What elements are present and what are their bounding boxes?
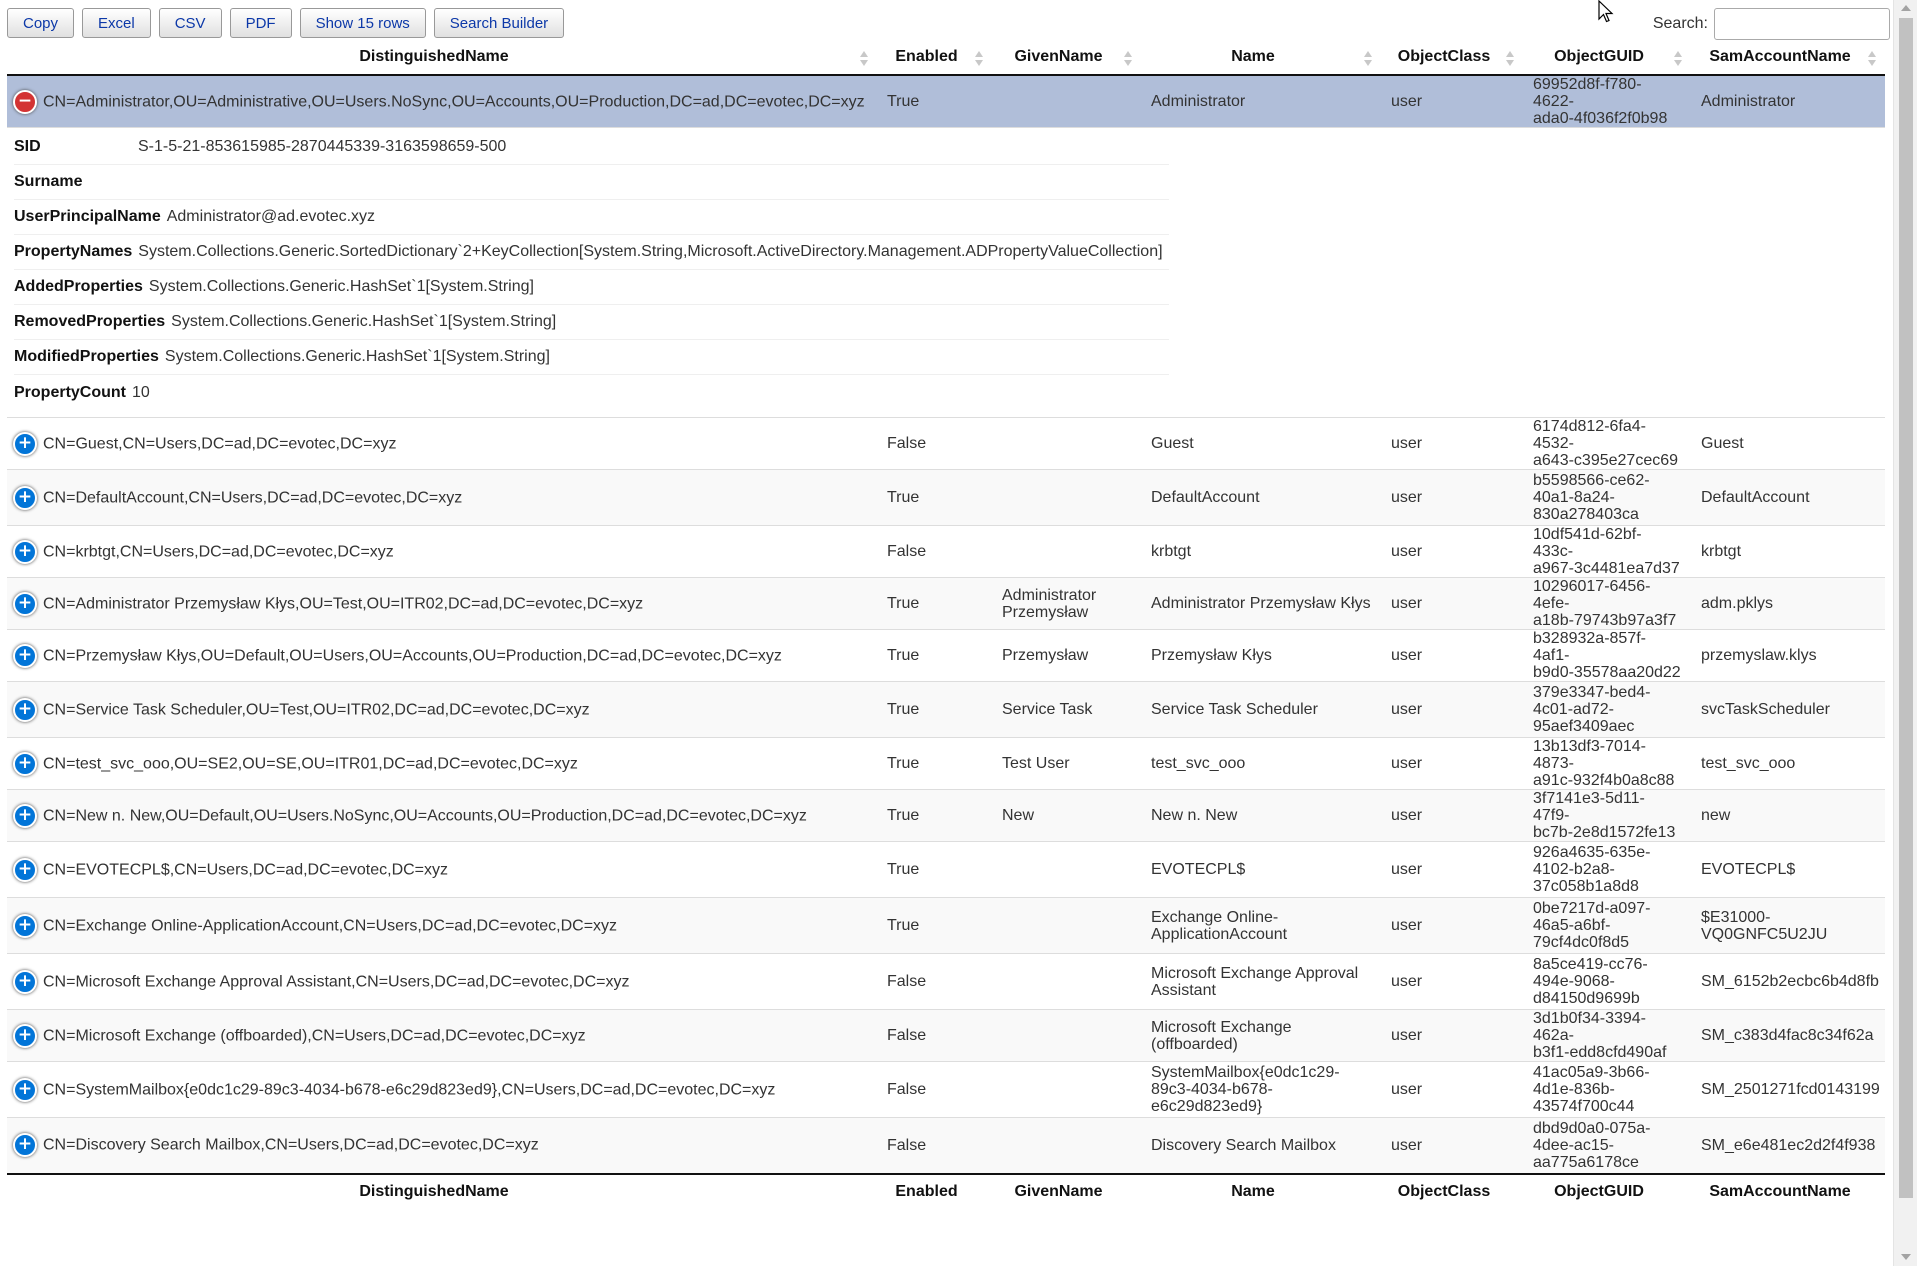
column-header-objectclass[interactable]: ObjectClass (1381, 40, 1523, 75)
detail-item (14, 235, 1169, 270)
cell-objectguid-line: b3f1-edd8cfd490af (1533, 1044, 1667, 1061)
detail-value: 10 (132, 383, 150, 401)
cell-objectguid (1523, 738, 1691, 790)
cell-objectguid-line: a967-3c4481ea7d37 (1533, 560, 1680, 577)
distinguishedname-text: CN=Microsoft Exchange Approval Assistant,CN=Users,DC=ad,DC=evotec,DC=xyz (43, 973, 630, 990)
table-row[interactable] (7, 1118, 1885, 1174)
scroll-down-arrow-icon[interactable] (1901, 1254, 1911, 1260)
cell-givenname (992, 526, 1141, 578)
cell-objectguid-line: 926a4635-635e- (1533, 844, 1651, 861)
cell-enabled: False (877, 418, 992, 470)
footer-enabled: Enabled (877, 1174, 992, 1209)
detail-value: System.Collections.Generic.HashSet`1[System.String] (148, 278, 534, 295)
cell-objectguid-line: a643-c395e27cec69 (1533, 452, 1679, 469)
cell-objectguid (1523, 470, 1691, 526)
cell-enabled: False (877, 526, 992, 578)
cell-name: Guest (1141, 418, 1381, 470)
detail-title: Surname (14, 173, 83, 190)
cell-enabled: True (877, 898, 992, 954)
csv-button[interactable]: CSV (159, 8, 222, 38)
cell-objectguid (1523, 418, 1691, 470)
cell-samaccountname: adm.pklys (1691, 578, 1885, 630)
footer-objectclass: ObjectClass (1381, 1174, 1523, 1209)
cell-samaccountname: przemyslaw.klys (1691, 630, 1885, 682)
cell-givenname: Test User (992, 738, 1141, 790)
cell-name-line: Microsoft Exchange (1151, 1018, 1292, 1036)
cell-objectguid (1523, 75, 1691, 128)
cell-distinguishedname (7, 682, 877, 738)
cell-name-line: 89c3-4034-b678- (1151, 1081, 1273, 1098)
cell-name (1141, 1062, 1381, 1118)
cell-objectclass: user (1381, 578, 1523, 630)
detail-title: ModifiedProperties (14, 348, 159, 365)
table-row[interactable] (7, 954, 1885, 1010)
table-row[interactable] (7, 1062, 1885, 1118)
table-row[interactable] (7, 526, 1885, 578)
cell-enabled: True (877, 75, 992, 128)
detail-item (14, 200, 1169, 235)
excel-button[interactable]: Excel (82, 8, 151, 38)
cell-givenname (992, 1010, 1141, 1062)
cell-name (1141, 1010, 1381, 1062)
sort-both-icon (975, 51, 984, 67)
page-length-button[interactable]: Show 15 rows (300, 8, 426, 38)
cell-samaccountname: EVOTECPL$ (1691, 842, 1885, 898)
cell-samaccountname: SM_e6e481ec2d2f4f938 (1691, 1118, 1885, 1174)
table-row[interactable] (7, 738, 1885, 790)
scroll-up-arrow-icon[interactable] (1901, 5, 1911, 11)
distinguishedname-text: CN=test_svc_ooo,OU=SE2,OU=SE,OU=ITR01,DC=ad,DC=evotec,DC=xyz (43, 755, 578, 772)
mouse-pointer-icon (1598, 0, 1614, 24)
cell-name-line: ApplicationAccount (1151, 925, 1288, 943)
distinguishedname-text: CN=Administrator,OU=Administrative,OU=Users.NoSync,OU=Accounts,OU=Production,DC=ad,DC=evotec,DC=xyz (43, 93, 865, 110)
cell-samaccountname: krbtgt (1691, 526, 1885, 578)
search-input[interactable] (1714, 8, 1890, 40)
sort-both-icon (1124, 51, 1133, 67)
footer-name: Name (1141, 1174, 1381, 1209)
cell-objectguid (1523, 1118, 1691, 1174)
cell-distinguishedname (7, 526, 877, 578)
detail-value: System.Collections.Generic.HashSet`1[System.String] (164, 348, 550, 365)
table-row[interactable] (7, 75, 1885, 128)
cell-objectguid (1523, 842, 1691, 898)
table-row[interactable] (7, 578, 1885, 630)
cell-objectclass: user (1381, 526, 1523, 578)
cell-name: DefaultAccount (1141, 470, 1381, 526)
cell-name (1141, 954, 1381, 1010)
cell-objectguid-line: 830a278403ca (1533, 506, 1639, 523)
cell-enabled: False (877, 1118, 992, 1174)
cell-distinguishedname (7, 790, 877, 842)
detail-title: SID (14, 138, 41, 155)
plus-circle-icon[interactable]: + (13, 752, 37, 776)
cell-objectclass: user (1381, 898, 1523, 954)
cell-enabled: True (877, 578, 992, 630)
distinguishedname-text: CN=Service Task Scheduler,OU=Test,OU=ITR02,DC=ad,DC=evotec,DC=xyz (43, 701, 590, 718)
cell-objectguid (1523, 790, 1691, 842)
distinguishedname-text: CN=Microsoft Exchange (offboarded),CN=Users,DC=ad,DC=evotec,DC=xyz (43, 1027, 586, 1044)
cell-objectguid-line: b5598566-ce62- (1533, 472, 1650, 489)
table-footer (7, 1174, 1885, 1209)
cell-samaccountname: SM_2501271fcd0143199 (1691, 1062, 1885, 1118)
detail-item (14, 165, 1169, 200)
cell-objectclass: user (1381, 682, 1523, 738)
search-box (1653, 8, 1890, 40)
distinguishedname-text: CN=SystemMailbox{e0dc1c29-89c3-4034-b678-e6c29d823ed9},CN=Users,DC=ad,DC=evotec,DC=xyz (43, 1081, 776, 1098)
table-row[interactable] (7, 418, 1885, 470)
cell-name: Przemysław Kłys (1141, 630, 1381, 682)
scrollbar-thumb[interactable] (1899, 18, 1913, 1198)
cell-enabled: False (877, 1010, 992, 1062)
cell-distinguishedname (7, 842, 877, 898)
cell-givenname: Przemysław (992, 630, 1141, 682)
cell-objectclass: user (1381, 954, 1523, 1010)
cell-objectguid-line: a18b-79743b97a3f7 (1533, 612, 1677, 629)
detail-title: PropertyNames (14, 243, 133, 260)
cell-name: Service Task Scheduler (1141, 682, 1381, 738)
cell-samaccountname: svcTaskScheduler (1691, 682, 1885, 738)
cell-objectclass: user (1381, 842, 1523, 898)
cell-objectguid-line: 4dee-ac15- (1533, 1136, 1614, 1154)
cell-name-line: Exchange Online- (1151, 908, 1279, 926)
cell-objectguid-line: 0be7217d-a097- (1533, 900, 1651, 917)
cell-objectclass: user (1381, 1062, 1523, 1118)
plus-circle-icon[interactable]: + (13, 1078, 37, 1102)
cell-givenname: New (992, 790, 1141, 842)
cell-objectguid-line: 10df541d-62bf-433c- (1533, 526, 1642, 560)
cell-objectguid-line: aa775a6178ce (1533, 1153, 1639, 1171)
cell-enabled: True (877, 470, 992, 526)
cell-objectguid-line: 40a1-8a24- (1533, 489, 1615, 506)
export-toolbar (7, 8, 564, 38)
cell-objectguid-line: 3d1b0f34-3394-462a- (1533, 1010, 1646, 1044)
cell-enabled: True (877, 630, 992, 682)
cell-objectguid-line: 10296017-6456-4efe- (1533, 578, 1651, 612)
cell-objectguid-line: a91c-932f4b0a8c88 (1533, 772, 1675, 789)
cell-objectguid-line: bc7b-2e8d1572fe13 (1533, 824, 1676, 841)
users-table-wrapper (7, 40, 1885, 1209)
cell-enabled: True (877, 790, 992, 842)
cell-givenname (992, 75, 1141, 128)
column-header-name[interactable]: Name (1141, 40, 1381, 75)
cell-samaccountname (1691, 898, 1885, 954)
table-row[interactable] (7, 470, 1885, 526)
footer-distinguishedname: DistinguishedName (7, 1174, 877, 1209)
distinguishedname-text: CN=Discovery Search Mailbox,CN=Users,DC=ad,DC=evotec,DC=xyz (43, 1136, 539, 1154)
cell-samaccountname-line: $E31000- (1701, 908, 1771, 926)
sort-both-icon (1506, 51, 1515, 67)
plus-circle-icon[interactable]: + (13, 698, 37, 722)
search-builder-button[interactable]: Search Builder (434, 8, 564, 38)
cell-objectguid (1523, 526, 1691, 578)
cell-objectguid-line: 46a5-a6bf- (1533, 917, 1611, 934)
cell-objectguid-line: ada0-4f036f2f0b98 (1533, 110, 1668, 127)
plus-circle-icon[interactable]: + (13, 914, 37, 938)
cell-samaccountname: DefaultAccount (1691, 470, 1885, 526)
table-row[interactable] (7, 682, 1885, 738)
table-header (7, 40, 1885, 75)
cell-objectclass: user (1381, 418, 1523, 470)
table-row[interactable] (7, 1010, 1885, 1062)
distinguishedname-text: CN=krbtgt,CN=Users,DC=ad,DC=evotec,DC=xyz (43, 543, 394, 560)
cell-name-line: Microsoft Exchange Approval (1151, 964, 1359, 982)
cell-objectguid-line: 3f7141e3-5d11-47f9- (1533, 790, 1645, 824)
cell-givenname (992, 470, 1141, 526)
cell-name: Discovery Search Mailbox (1141, 1118, 1381, 1174)
cell-objectguid-line: 95aef3409aec (1533, 718, 1635, 735)
plus-circle-icon[interactable]: + (13, 1133, 37, 1157)
cell-objectguid (1523, 1062, 1691, 1118)
plus-circle-icon[interactable]: + (13, 858, 37, 882)
distinguishedname-text: CN=Guest,CN=Users,DC=ad,DC=evotec,DC=xyz (43, 435, 397, 452)
distinguishedname-text: CN=Exchange Online-ApplicationAccount,CN=Users,DC=ad,DC=evotec,DC=xyz (43, 917, 618, 934)
cell-objectguid (1523, 682, 1691, 738)
distinguishedname-text: CN=Przemysław Kłys,OU=Default,OU=Users,OU=Accounts,OU=Production,DC=ad,DC=evotec,DC=xyz (43, 647, 782, 664)
cell-distinguishedname (7, 418, 877, 470)
table-row[interactable] (7, 790, 1885, 842)
cell-objectguid-line: 41ac05a9-3b66- (1533, 1064, 1650, 1081)
column-header-enabled[interactable]: Enabled (877, 40, 992, 75)
cell-givenname (992, 842, 1141, 898)
cell-enabled: True (877, 738, 992, 790)
copy-button[interactable]: Copy (7, 8, 74, 38)
cell-objectguid-line: b328932a-857f-4af1- (1533, 630, 1646, 664)
cell-samaccountname: Administrator (1691, 75, 1885, 128)
cell-enabled: False (877, 1062, 992, 1118)
cell-objectguid-line: 4102-b2a8- (1533, 861, 1615, 878)
detail-title: PropertyCount (14, 383, 126, 401)
cell-samaccountname: test_svc_ooo (1691, 738, 1885, 790)
table-row[interactable] (7, 630, 1885, 682)
cell-objectclass: user (1381, 75, 1523, 128)
cell-givenname (992, 1118, 1141, 1174)
cell-givenname (992, 954, 1141, 1010)
sort-both-icon (1674, 51, 1683, 67)
cell-objectclass: user (1381, 1118, 1523, 1174)
cell-objectguid-line: 43574f700c44 (1533, 1098, 1635, 1115)
cell-name: krbtgt (1141, 526, 1381, 578)
users-table (7, 40, 1885, 1209)
cell-objectguid (1523, 578, 1691, 630)
cell-objectclass: user (1381, 1010, 1523, 1062)
cell-distinguishedname (7, 470, 877, 526)
column-header-distinguishedname[interactable]: DistinguishedName (7, 40, 877, 75)
detail-item (14, 130, 1169, 165)
cell-distinguishedname (7, 75, 877, 128)
detail-title: UserPrincipalName (14, 208, 161, 225)
detail-title: AddedProperties (14, 278, 143, 295)
cell-samaccountname: new (1691, 790, 1885, 842)
plus-circle-icon[interactable]: + (13, 804, 37, 828)
plus-circle-icon[interactable]: + (13, 486, 37, 510)
cell-objectguid (1523, 954, 1691, 1010)
cell-objectguid-line: 37c058b1a8d8 (1533, 878, 1639, 895)
plus-circle-icon[interactable]: + (13, 1024, 37, 1048)
pdf-button[interactable]: PDF (230, 8, 292, 38)
cell-distinguishedname (7, 738, 877, 790)
plus-circle-icon[interactable]: + (13, 644, 37, 668)
cell-samaccountname: SM_6152b2ecbc6b4d8fb (1691, 954, 1885, 1010)
plus-circle-icon[interactable]: + (13, 432, 37, 456)
detail-value: System.Collections.Generic.SortedDictionary`2+KeyCollection[System.String,Microsoft.ActiveDirectory.Management.ADPropertyValueCollection] (138, 243, 1163, 260)
table-row[interactable] (7, 898, 1885, 954)
detail-item (14, 270, 1169, 305)
cell-objectclass: user (1381, 738, 1523, 790)
cell-distinguishedname (7, 898, 877, 954)
cell-objectguid-line: 4c01-ad72- (1533, 701, 1614, 718)
cell-distinguishedname (7, 630, 877, 682)
cell-distinguishedname (7, 1010, 877, 1062)
cell-objectguid-line: 6174d812-6fa4-4532- (1533, 418, 1646, 452)
footer-givenname: GivenName (992, 1174, 1141, 1209)
cell-samaccountname: SM_c383d4fac8c34f62a (1691, 1010, 1885, 1062)
cell-objectguid-line: 494e-9068- (1533, 973, 1615, 990)
cell-objectguid-line: 379e3347-bed4- (1533, 684, 1651, 701)
cell-givenname: Administrator Przemysław (992, 578, 1141, 630)
cell-distinguishedname (7, 578, 877, 630)
detail-value: Administrator@ad.evotec.xyz (166, 208, 376, 225)
plus-circle-icon[interactable]: + (13, 540, 37, 564)
cell-distinguishedname (7, 1118, 877, 1174)
cell-objectguid (1523, 630, 1691, 682)
detail-item (14, 340, 1169, 375)
cell-givenname (992, 898, 1141, 954)
cell-name-line: e6c29d823ed9} (1151, 1098, 1263, 1115)
cell-objectguid-line: 69952d8f-f780-4622- (1533, 76, 1642, 110)
detail-value: S-1-5-21-853615985-2870445339-3163598659-500 (138, 138, 507, 155)
plus-circle-icon[interactable]: + (13, 970, 37, 994)
cell-name: test_svc_ooo (1141, 738, 1381, 790)
sort-both-icon (1364, 51, 1373, 67)
cell-objectclass: user (1381, 630, 1523, 682)
cell-name: New n. New (1141, 790, 1381, 842)
cell-enabled: False (877, 954, 992, 1010)
cell-objectguid (1523, 898, 1691, 954)
cell-objectguid-line: 79cf4dc0f8d5 (1533, 934, 1630, 951)
detail-value: System.Collections.Generic.HashSet`1[System.String] (171, 313, 557, 330)
cell-objectguid (1523, 1010, 1691, 1062)
cell-samaccountname-line: VQ0GNFC5U2JU (1701, 925, 1828, 943)
cell-distinguishedname (7, 1062, 877, 1118)
cell-name: Administrator Przemysław Kłys (1141, 578, 1381, 630)
sort-both-icon (860, 51, 869, 67)
distinguishedname-text: CN=DefaultAccount,CN=Users,DC=ad,DC=evotec,DC=xyz (43, 489, 463, 506)
distinguishedname-text: CN=New n. New,OU=Default,OU=Users.NoSync,OU=Accounts,OU=Production,DC=ad,DC=evotec,DC=xyz (43, 807, 807, 824)
column-header-objectguid[interactable]: ObjectGUID (1523, 40, 1691, 75)
cell-name-line: (offboarded) (1151, 1035, 1238, 1053)
detail-cell (7, 128, 1885, 418)
column-header-samaccountname[interactable]: SamAccountName (1691, 40, 1885, 75)
plus-circle-icon[interactable]: + (13, 592, 37, 616)
cell-objectguid-line: d84150d9699b (1533, 990, 1640, 1007)
minus-circle-icon[interactable]: − (13, 90, 37, 114)
cell-name (1141, 898, 1381, 954)
cell-name-line: SystemMailbox{e0dc1c29- (1151, 1064, 1340, 1081)
cell-samaccountname: Guest (1691, 418, 1885, 470)
detail-child-row (7, 128, 1885, 418)
footer-samaccountname: SamAccountName (1691, 1174, 1885, 1209)
cell-objectguid-line: dbd9d0a0-075a- (1533, 1119, 1651, 1137)
cell-enabled: True (877, 842, 992, 898)
cell-objectclass: user (1381, 790, 1523, 842)
vertical-scrollbar[interactable] (1893, 0, 1917, 1266)
cell-distinguishedname (7, 954, 877, 1010)
cell-objectclass: user (1381, 470, 1523, 526)
cell-objectguid-line: b9d0-35578aa20d22 (1533, 664, 1681, 681)
cell-objectguid-line: 13b13df3-7014-4873- (1533, 738, 1646, 772)
table-row[interactable] (7, 842, 1885, 898)
sort-both-icon (1868, 51, 1877, 67)
detail-title: RemovedProperties (14, 313, 166, 330)
footer-objectguid: ObjectGUID (1523, 1174, 1691, 1209)
detail-list (7, 130, 1169, 416)
cell-givenname (992, 1062, 1141, 1118)
cell-enabled: True (877, 682, 992, 738)
cell-name: Administrator (1141, 75, 1381, 128)
detail-item (14, 305, 1169, 340)
cell-objectguid-line: 4d1e-836b- (1533, 1081, 1615, 1098)
column-header-givenname[interactable]: GivenName (992, 40, 1141, 75)
cell-objectguid-line: 8a5ce419-cc76- (1533, 956, 1648, 973)
cell-name-line: Assistant (1151, 981, 1216, 999)
distinguishedname-text: CN=Administrator Przemysław Kłys,OU=Test,OU=ITR02,DC=ad,DC=evotec,DC=xyz (43, 595, 644, 612)
distinguishedname-text: CN=EVOTECPL$,CN=Users,DC=ad,DC=evotec,DC=xyz (43, 861, 449, 878)
detail-item (14, 375, 1169, 410)
cell-name: EVOTECPL$ (1141, 842, 1381, 898)
cell-givenname (992, 418, 1141, 470)
table-body (7, 75, 1885, 1174)
search-label: Search: (1652, 15, 1708, 32)
cell-givenname: Service Task (992, 682, 1141, 738)
